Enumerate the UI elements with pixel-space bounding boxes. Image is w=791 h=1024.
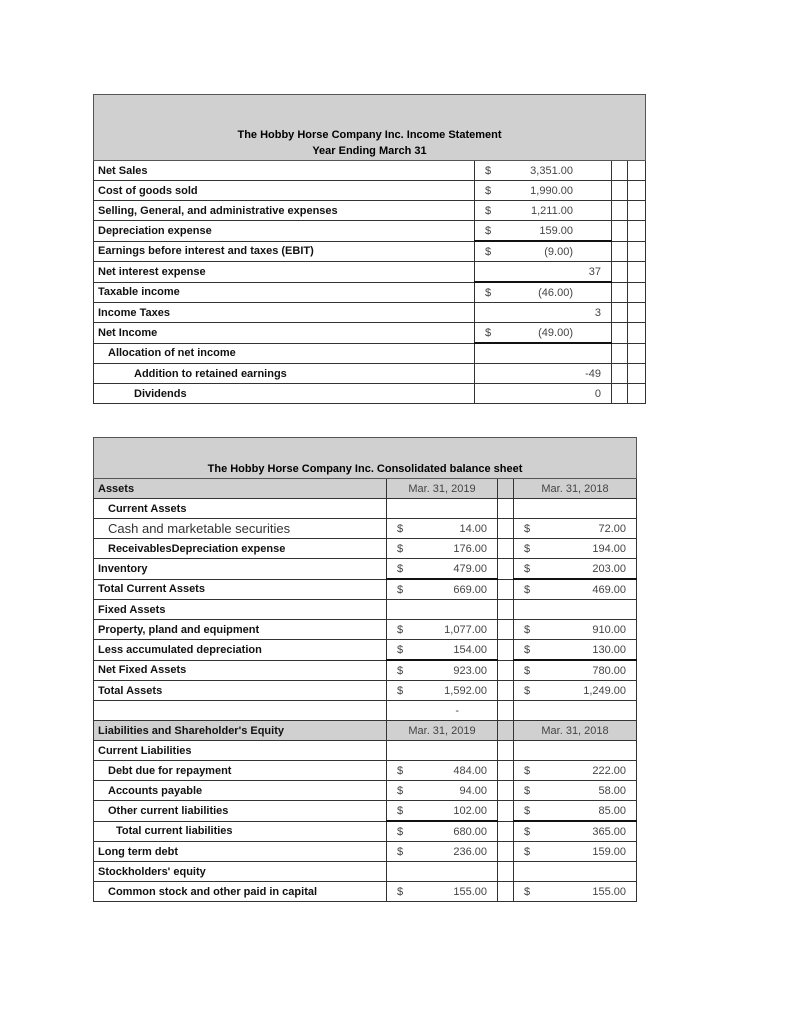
table-row-current-assets [94,499,637,519]
currency-symbol: $ [524,684,531,697]
row-label: Allocation of net income [94,343,475,364]
column-date-2019: Mar. 31, 2019 [387,721,498,741]
amount: 484.00 [453,764,487,777]
spacer-cell [498,681,514,701]
amount: 479.00 [453,562,487,575]
currency-symbol: $ [397,583,404,596]
row-label: Inventory [94,559,387,580]
spacer-cell [498,781,514,801]
table-row-accounts-payable [94,781,637,801]
currency-symbol: $ [397,562,404,575]
value-2019 [387,640,498,661]
row-label: Total Assets [94,681,387,701]
amount: 154.00 [453,643,487,656]
currency-symbol: $ [397,643,404,656]
value-2019 [387,842,498,862]
column-date-2018: Mar. 31, 2018 [514,479,637,499]
value-2018 [514,640,637,661]
currency-symbol: $ [397,684,404,697]
row-label: Income Taxes [94,303,475,323]
value-2018 [514,600,637,620]
income-statement-title: The Hobby Horse Company Inc. Income Statement [237,129,502,141]
currency-symbol: $ [485,326,492,339]
amount: 669.00 [453,583,487,596]
row-label: Dividends [94,384,475,404]
spacer-cell [612,262,628,283]
amount: 72.00 [598,522,627,535]
spacer-cell [498,660,514,681]
spacer-cell [612,364,628,384]
row-label: Other current liabilities [94,801,387,822]
value-2019 [387,681,498,701]
table-row-addition-to-retained-earnings [94,364,646,384]
table-row-net-income [94,323,646,344]
value-2019 [387,862,498,882]
spacer-cell [628,201,646,221]
value-cell [475,181,612,201]
row-label: Net Sales [94,161,475,181]
row-label: Addition to retained earnings [94,364,475,384]
spacer-cell [498,519,514,539]
amount: 203.00 [592,562,627,575]
spacer-cell [628,364,646,384]
amount: 94.00 [459,784,487,797]
amount: 14.00 [459,522,487,535]
value-2019 [387,579,498,600]
value-2018 [514,781,637,801]
spacer-cell [498,559,514,580]
table-row-net-fixed-assets [94,660,637,681]
row-label: Liabilities and Shareholder's Equity [94,721,387,741]
table-row-total-assets [94,681,637,701]
spacer-cell [628,303,646,323]
amount: 1,990.00 [530,184,573,197]
amount: 1,077.00 [444,623,487,636]
amount: 3,351.00 [530,164,573,177]
table-row-liabilities-and-shareholder-s-equity [94,721,637,741]
table-row-current-liabilities [94,741,637,761]
currency-symbol: $ [397,784,404,797]
amount: (46.00) [538,286,573,299]
row-label: Property, pland and equipment [94,620,387,640]
amount: 159.00 [539,224,573,237]
value-2018 [514,862,637,882]
spacer-cell [498,579,514,600]
value-2019 [387,620,498,640]
row-label: Long term debt [94,842,387,862]
row-label: Taxable income [94,282,475,303]
spacer-cell [628,221,646,242]
currency-symbol: $ [524,885,531,898]
table-row-net-interest-expense [94,262,646,283]
balance-sheet-title-cell [94,438,637,479]
balance-sheet-title: The Hobby Horse Company Inc. Consolidated balance sheet [207,463,523,475]
amount: 923.00 [453,664,487,677]
value-2018 [514,821,637,842]
row-label: Net interest expense [94,262,475,283]
row-label: Stockholders' equity [94,862,387,882]
currency-symbol: $ [524,623,531,636]
value-2019 [387,539,498,559]
row-label: Cost of goods sold [94,181,475,201]
table-row-income-taxes [94,303,646,323]
row-label: Net Fixed Assets [94,660,387,681]
value-cell [475,282,612,303]
currency-symbol: $ [524,522,531,535]
spacer-cell [628,343,646,364]
row-label: Accounts payable [94,781,387,801]
value-2018 [514,882,637,902]
spacer-cell [498,741,514,761]
value-2018 [514,519,637,539]
value-2018 [514,620,637,640]
currency-symbol: $ [485,164,492,177]
currency-symbol: $ [524,643,531,656]
amount: 1,249.00 [583,684,627,697]
value-2019 [387,519,498,539]
amount: 780.00 [592,664,627,677]
table-row-total-current-liabilities [94,821,637,842]
spacer-cell [628,181,646,201]
row-label: Debt due for repayment [94,761,387,781]
amount: 37 [475,262,612,283]
value-2019 [387,781,498,801]
income-statement-subtitle: Year Ending March 31 [312,145,427,157]
value-2019 [387,761,498,781]
value-2018 [514,539,637,559]
value-2018 [514,842,637,862]
table-row-blank [94,701,637,721]
amount: 176.00 [453,542,487,555]
table-row-fixed-assets [94,600,637,620]
table-row-total-current-assets [94,579,637,600]
spacer-cell [612,282,628,303]
value-cell [475,343,612,364]
row-label: Selling, General, and administrative expenses [94,201,475,221]
spacer-cell [498,620,514,640]
table-row-other-current-liabilities [94,801,637,822]
spacer-cell [498,882,514,902]
income-statement-title-cell [94,95,646,161]
amount: 236.00 [453,845,487,858]
spacer-cell [498,600,514,620]
table-row-inventory [94,559,637,580]
value-cell [475,161,612,181]
row-label: Assets [94,479,387,499]
amount: - [387,701,498,721]
value-2019 [387,741,498,761]
spacer-cell [498,479,514,499]
value-2019 [387,559,498,580]
value-2018 [514,801,637,822]
value-cell [475,323,612,344]
spacer-cell [612,343,628,364]
currency-symbol: $ [524,784,531,797]
row-label: Common stock and other paid in capital [94,882,387,902]
row-label: ReceivablesDepreciation expense [94,539,387,559]
row-label: Total Current Assets [94,579,387,600]
value-2019 [387,882,498,902]
value-2019 [387,499,498,519]
amount: 0 [475,384,612,404]
table-row-taxable-income [94,282,646,303]
value-2018 [514,559,637,580]
amount: 680.00 [453,825,487,838]
value-2018 [514,701,637,721]
spacer-cell [612,241,628,262]
row-label: Depreciation expense [94,221,475,242]
currency-symbol: $ [397,845,404,858]
table-row-cost-of-goods-sold [94,181,646,201]
spacer-cell [612,221,628,242]
spacer-cell [498,761,514,781]
row-label: Fixed Assets [94,600,387,620]
currency-symbol: $ [524,825,531,838]
column-date-2019: Mar. 31, 2019 [387,479,498,499]
amount: 102.00 [453,804,487,817]
amount: 469.00 [592,583,627,596]
row-label [94,701,387,721]
table-row-allocation-of-net-income [94,343,646,364]
spacer-cell [498,821,514,842]
table-row-long-term-debt [94,842,637,862]
amount: 1,211.00 [530,204,573,217]
spacer-cell [628,323,646,344]
currency-symbol: $ [524,562,531,575]
currency-symbol: $ [524,804,531,817]
currency-symbol: $ [397,764,404,777]
spacer-cell [612,181,628,201]
amount: 910.00 [592,623,627,636]
value-2019 [387,801,498,822]
currency-symbol: $ [397,623,404,636]
table-row-property-pland-and-equipment [94,620,637,640]
row-label: Total current liabilities [94,821,387,842]
table-row-debt-due-for-repayment [94,761,637,781]
table-row-net-sales [94,161,646,181]
income-statement-table [93,94,646,404]
amount: 194.00 [592,542,627,555]
currency-symbol: $ [524,542,531,555]
amount: 85.00 [598,804,627,817]
value-2018 [514,681,637,701]
amount: -49 [475,364,612,384]
spacer-cell [628,282,646,303]
spacer-cell [498,539,514,559]
table-row-depreciation-expense [94,221,646,242]
value-cell [475,221,612,242]
table-row-dividends [94,384,646,404]
spacer-cell [612,201,628,221]
table-row-receivablesdepreciation-expense [94,539,637,559]
value-2018 [514,579,637,600]
spacer-cell [498,499,514,519]
amount: 130.00 [592,643,627,656]
amount: (9.00) [544,245,573,258]
currency-symbol: $ [397,522,404,535]
spacer-cell [612,161,628,181]
amount: 155.00 [453,885,487,898]
spacer-cell [498,721,514,741]
value-cell [475,201,612,221]
spacer-cell [628,241,646,262]
row-label: Cash and marketable securities [94,519,387,539]
table-row-earnings-before-interest-and-taxes-ebit [94,241,646,262]
row-label: Earnings before interest and taxes (EBIT) [94,241,475,262]
table-row-less-accumulated-depreciation [94,640,637,661]
currency-symbol: $ [397,825,404,838]
value-2018 [514,761,637,781]
table-row-common-stock-and-other-paid-in-capital [94,882,637,902]
row-label: Net Income [94,323,475,344]
currency-symbol: $ [524,583,531,596]
value-2018 [514,499,637,519]
row-label: Current Liabilities [94,741,387,761]
amount: 155.00 [592,885,627,898]
currency-symbol: $ [485,245,492,258]
currency-symbol: $ [485,224,492,237]
amount: 365.00 [592,825,627,838]
balance-sheet-table [93,437,637,902]
amount: 1,592.00 [444,684,487,697]
currency-symbol: $ [524,764,531,777]
spacer-cell [498,862,514,882]
amount: 3 [475,303,612,323]
spacer-cell [612,323,628,344]
amount: (49.00) [538,326,573,339]
value-2018 [514,741,637,761]
table-row-stockholders-equity [94,862,637,882]
currency-symbol: $ [397,664,404,677]
spacer-cell [612,303,628,323]
spacer-cell [498,842,514,862]
spacer-cell [498,640,514,661]
spacer-cell [498,801,514,822]
table-row-cash-and-marketable-securities [94,519,637,539]
currency-symbol: $ [397,542,404,555]
row-label: Current Assets [94,499,387,519]
currency-symbol: $ [524,845,531,858]
table-row-assets [94,479,637,499]
spacer-cell [628,384,646,404]
currency-symbol: $ [397,885,404,898]
currency-symbol: $ [524,664,531,677]
spacer-cell [498,701,514,721]
currency-symbol: $ [485,204,492,217]
currency-symbol: $ [485,184,492,197]
spacer-cell [612,384,628,404]
table-row-selling-general-and-administrative-expenses [94,201,646,221]
amount: 222.00 [592,764,627,777]
amount: 58.00 [598,784,627,797]
value-2018 [514,660,637,681]
value-cell [475,241,612,262]
amount: 159.00 [592,845,627,858]
row-label: Less accumulated depreciation [94,640,387,661]
value-2019 [387,660,498,681]
spacer-cell [628,161,646,181]
currency-symbol: $ [485,286,492,299]
currency-symbol: $ [397,804,404,817]
value-2019 [387,821,498,842]
column-date-2018: Mar. 31, 2018 [514,721,637,741]
value-2019 [387,600,498,620]
spacer-cell [628,262,646,283]
